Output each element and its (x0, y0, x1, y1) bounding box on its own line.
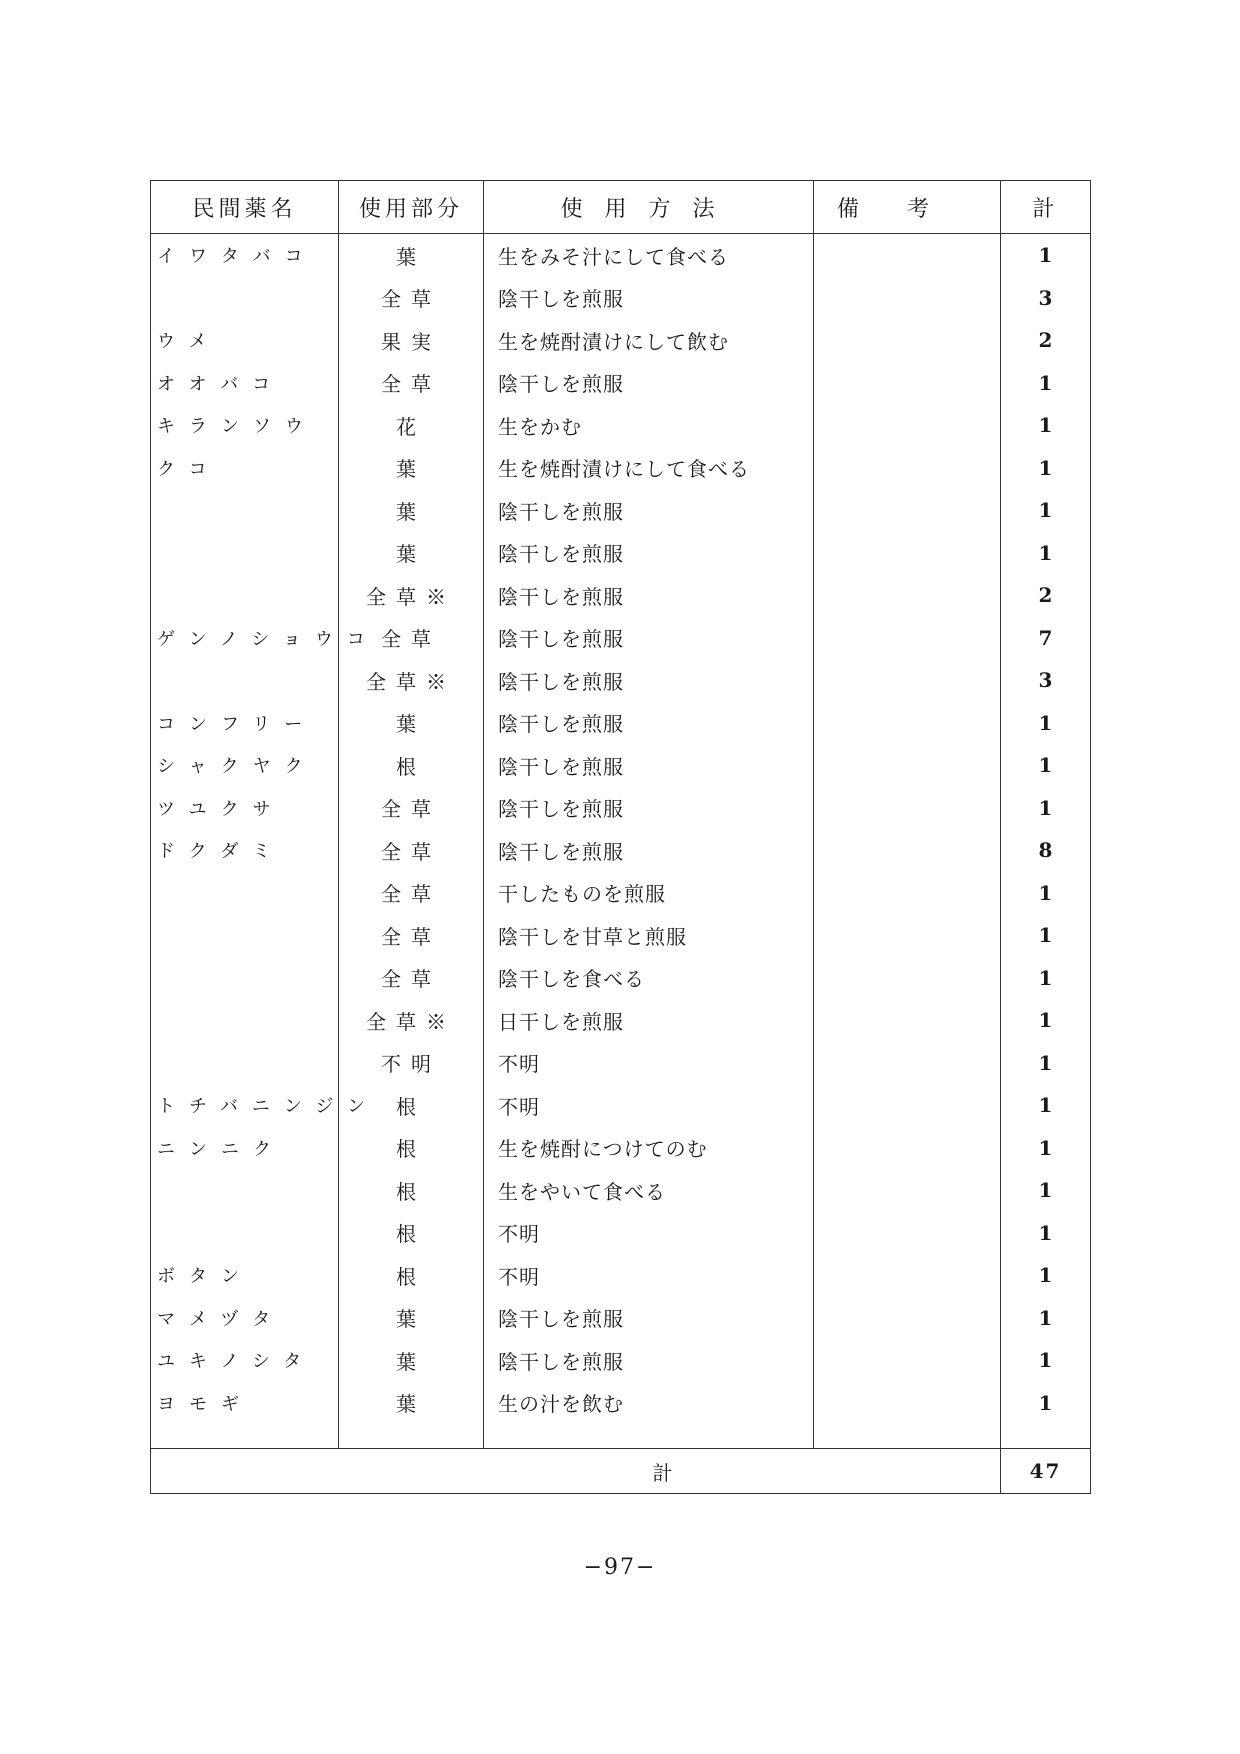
usage-method-cell: 陰干しを煎服 (484, 1339, 814, 1382)
remedy-name-cell (151, 659, 339, 702)
remedy-name-cell (151, 1212, 339, 1255)
note-cell (814, 234, 1001, 277)
note-cell (814, 1382, 1001, 1425)
header-row (151, 181, 1091, 234)
note-cell (814, 787, 1001, 830)
remedy-name-cell: マメヅタ (151, 1297, 339, 1340)
used-part-cell: 全草 (339, 914, 484, 957)
table-row (151, 1339, 1091, 1382)
used-part-cell: 全草 (339, 957, 484, 1000)
table-row (151, 404, 1091, 447)
note-cell (814, 1127, 1001, 1170)
table-row (151, 829, 1091, 872)
usage-method-cell: 生を焼酎漬けにして飲む (484, 319, 814, 362)
count-cell: 1 (1001, 362, 1091, 405)
spacer-cell (814, 1424, 1001, 1449)
usage-method-cell: 不明 (484, 1254, 814, 1297)
table-row (151, 1042, 1091, 1085)
spacer-cell (1001, 1424, 1091, 1449)
count-cell: 8 (1001, 829, 1091, 872)
header-method: 使用方法 (484, 181, 814, 234)
spacer-cell (339, 1424, 484, 1449)
table-body (151, 234, 1091, 1449)
table-row (151, 574, 1091, 617)
count-cell: 1 (1001, 702, 1091, 745)
table-row (151, 532, 1091, 575)
table-row (151, 1084, 1091, 1127)
remedy-name-cell: ドクダミ (151, 829, 339, 872)
used-part-cell: 全草 (339, 829, 484, 872)
used-part-cell: 花 (339, 404, 484, 447)
count-cell: 1 (1001, 234, 1091, 277)
herbal-medicine-table (150, 180, 1091, 1494)
count-cell: 1 (1001, 1212, 1091, 1255)
used-part-cell: 不明 (339, 1042, 484, 1085)
count-cell: 7 (1001, 617, 1091, 660)
table-row (151, 999, 1091, 1042)
note-cell (814, 532, 1001, 575)
usage-method-cell: 生をかむ (484, 404, 814, 447)
table-row (151, 1127, 1091, 1170)
usage-method-cell: 陰干しを煎服 (484, 532, 814, 575)
used-part-cell: 全草※ (339, 999, 484, 1042)
count-cell: 3 (1001, 659, 1091, 702)
count-cell: 1 (1001, 1127, 1091, 1170)
table-row (151, 914, 1091, 957)
remedy-name-cell: ユキノシタ (151, 1339, 339, 1382)
spacer-row (151, 1424, 1091, 1449)
count-cell: 1 (1001, 1042, 1091, 1085)
usage-method-cell: 干したものを煎服 (484, 872, 814, 915)
note-cell (814, 319, 1001, 362)
used-part-cell: 根 (339, 1127, 484, 1170)
remedy-name-cell: ニンニク (151, 1127, 339, 1170)
note-cell (814, 1212, 1001, 1255)
count-cell: 1 (1001, 914, 1091, 957)
note-cell (814, 1169, 1001, 1212)
usage-method-cell: 陰干しを煎服 (484, 574, 814, 617)
table-row (151, 787, 1091, 830)
count-cell: 1 (1001, 489, 1091, 532)
note-cell (814, 1042, 1001, 1085)
remedy-name-cell (151, 999, 339, 1042)
used-part-cell: 全草 (339, 362, 484, 405)
table-row (151, 1212, 1091, 1255)
table-row (151, 277, 1091, 320)
table-row (151, 957, 1091, 1000)
table-row (151, 234, 1091, 277)
used-part-cell: 根 (339, 1212, 484, 1255)
total-row (151, 1449, 1091, 1494)
used-part-cell: 根 (339, 1254, 484, 1297)
note-cell (814, 277, 1001, 320)
used-part-cell: 全草 (339, 872, 484, 915)
usage-method-cell: 陰干しを食べる (484, 957, 814, 1000)
total-label: 計 (151, 1449, 1001, 1494)
note-cell (814, 617, 1001, 660)
count-cell: 1 (1001, 1339, 1091, 1382)
remedy-name-cell: クコ (151, 447, 339, 490)
count-cell: 1 (1001, 957, 1091, 1000)
header-note: 備考 (814, 181, 1001, 234)
usage-method-cell: 陰干しを煎服 (484, 744, 814, 787)
remedy-name-cell (151, 957, 339, 1000)
remedy-name-cell: ウメ (151, 319, 339, 362)
used-part-cell: 葉 (339, 489, 484, 532)
usage-method-cell: 生を焼酎漬けにして食べる (484, 447, 814, 490)
count-cell: 1 (1001, 1084, 1091, 1127)
table-row (151, 617, 1091, 660)
note-cell (814, 999, 1001, 1042)
note-cell (814, 659, 1001, 702)
count-cell: 1 (1001, 447, 1091, 490)
used-part-cell: 根 (339, 1169, 484, 1212)
remedy-name-cell: ボタン (151, 1254, 339, 1297)
count-cell: 1 (1001, 744, 1091, 787)
usage-method-cell: 生をやいて食べる (484, 1169, 814, 1212)
usage-method-cell: 陰干しを煎服 (484, 489, 814, 532)
usage-method-cell: 陰干しを煎服 (484, 787, 814, 830)
remedy-name-cell: オオバコ (151, 362, 339, 405)
note-cell (814, 574, 1001, 617)
remedy-name-cell (151, 489, 339, 532)
table-row (151, 744, 1091, 787)
usage-method-cell: 不明 (484, 1042, 814, 1085)
header-part: 使用部分 (339, 181, 484, 234)
note-cell (814, 914, 1001, 957)
count-cell: 2 (1001, 574, 1091, 617)
usage-method-cell: 陰干しを甘草と煎服 (484, 914, 814, 957)
used-part-cell: 根 (339, 744, 484, 787)
table-row (151, 447, 1091, 490)
used-part-cell: 全草 (339, 277, 484, 320)
spacer-cell (151, 1424, 339, 1449)
used-part-cell: 葉 (339, 447, 484, 490)
used-part-cell: 葉 (339, 1297, 484, 1340)
count-cell: 1 (1001, 532, 1091, 575)
used-part-cell: 葉 (339, 234, 484, 277)
usage-method-cell: 陰干しを煎服 (484, 829, 814, 872)
table-row (151, 319, 1091, 362)
remedy-name-cell: シャクヤク (151, 744, 339, 787)
remedy-name-cell (151, 914, 339, 957)
usage-method-cell: 陰干しを煎服 (484, 277, 814, 320)
remedy-name-cell: ゲンノショウコ (151, 617, 339, 660)
remedy-name-cell (151, 1169, 339, 1212)
table-row (151, 872, 1091, 915)
remedy-name-cell (151, 1042, 339, 1085)
note-cell (814, 957, 1001, 1000)
table-row (151, 1254, 1091, 1297)
usage-method-cell: 生をみそ汁にして食べる (484, 234, 814, 277)
count-cell: 1 (1001, 999, 1091, 1042)
used-part-cell: 果実 (339, 319, 484, 362)
count-cell: 1 (1001, 872, 1091, 915)
usage-method-cell: 陰干しを煎服 (484, 617, 814, 660)
remedy-name-cell: ヨモギ (151, 1382, 339, 1425)
usage-method-cell: 生を焼酎につけてのむ (484, 1127, 814, 1170)
remedy-name-cell (151, 574, 339, 617)
remedy-name-cell: トチバニンジン (151, 1084, 339, 1127)
used-part-cell: 葉 (339, 532, 484, 575)
usage-method-cell: 陰干しを煎服 (484, 659, 814, 702)
note-cell (814, 489, 1001, 532)
table-row (151, 1382, 1091, 1425)
count-cell: 1 (1001, 404, 1091, 447)
remedy-name-cell (151, 872, 339, 915)
remedy-name-cell: イワタバコ (151, 234, 339, 277)
usage-method-cell: 陰干しを煎服 (484, 1297, 814, 1340)
usage-method-cell: 不明 (484, 1084, 814, 1127)
table-row (151, 659, 1091, 702)
used-part-cell: 葉 (339, 702, 484, 745)
used-part-cell: 全草※ (339, 659, 484, 702)
count-cell: 1 (1001, 1297, 1091, 1340)
note-cell (814, 447, 1001, 490)
note-cell (814, 872, 1001, 915)
header-name: 民間薬名 (151, 181, 339, 234)
remedy-name-cell: ツユクサ (151, 787, 339, 830)
table-row (151, 1169, 1091, 1212)
note-cell (814, 1339, 1001, 1382)
spacer-cell (484, 1424, 814, 1449)
note-cell (814, 702, 1001, 745)
used-part-cell: 全草※ (339, 574, 484, 617)
usage-method-cell: 不明 (484, 1212, 814, 1255)
table-row (151, 702, 1091, 745)
table-row (151, 1297, 1091, 1340)
usage-method-cell: 生の汁を飲む (484, 1382, 814, 1425)
table-row (151, 489, 1091, 532)
count-cell: 2 (1001, 319, 1091, 362)
used-part-cell: 根 (339, 1084, 484, 1127)
count-cell: 1 (1001, 787, 1091, 830)
note-cell (814, 829, 1001, 872)
remedy-name-cell (151, 532, 339, 575)
note-cell (814, 1254, 1001, 1297)
count-cell: 1 (1001, 1169, 1091, 1212)
remedy-name-cell (151, 277, 339, 320)
total-value: 47 (1001, 1449, 1091, 1494)
used-part-cell: 全草 (339, 617, 484, 660)
used-part-cell: 全草 (339, 787, 484, 830)
count-cell: 3 (1001, 277, 1091, 320)
table-row (151, 362, 1091, 405)
used-part-cell: 葉 (339, 1382, 484, 1425)
remedy-name-cell: キランソウ (151, 404, 339, 447)
count-cell: 1 (1001, 1254, 1091, 1297)
note-cell (814, 1297, 1001, 1340)
note-cell (814, 404, 1001, 447)
header-count: 計 (1001, 181, 1091, 234)
remedy-name-cell: コンフリー (151, 702, 339, 745)
usage-method-cell: 陰干しを煎服 (484, 362, 814, 405)
note-cell (814, 1084, 1001, 1127)
note-cell (814, 362, 1001, 405)
page-number: −97− (583, 1555, 657, 1580)
usage-method-cell: 日干しを煎服 (484, 999, 814, 1042)
note-cell (814, 744, 1001, 787)
count-cell: 1 (1001, 1382, 1091, 1425)
usage-method-cell: 陰干しを煎服 (484, 702, 814, 745)
used-part-cell: 葉 (339, 1339, 484, 1382)
